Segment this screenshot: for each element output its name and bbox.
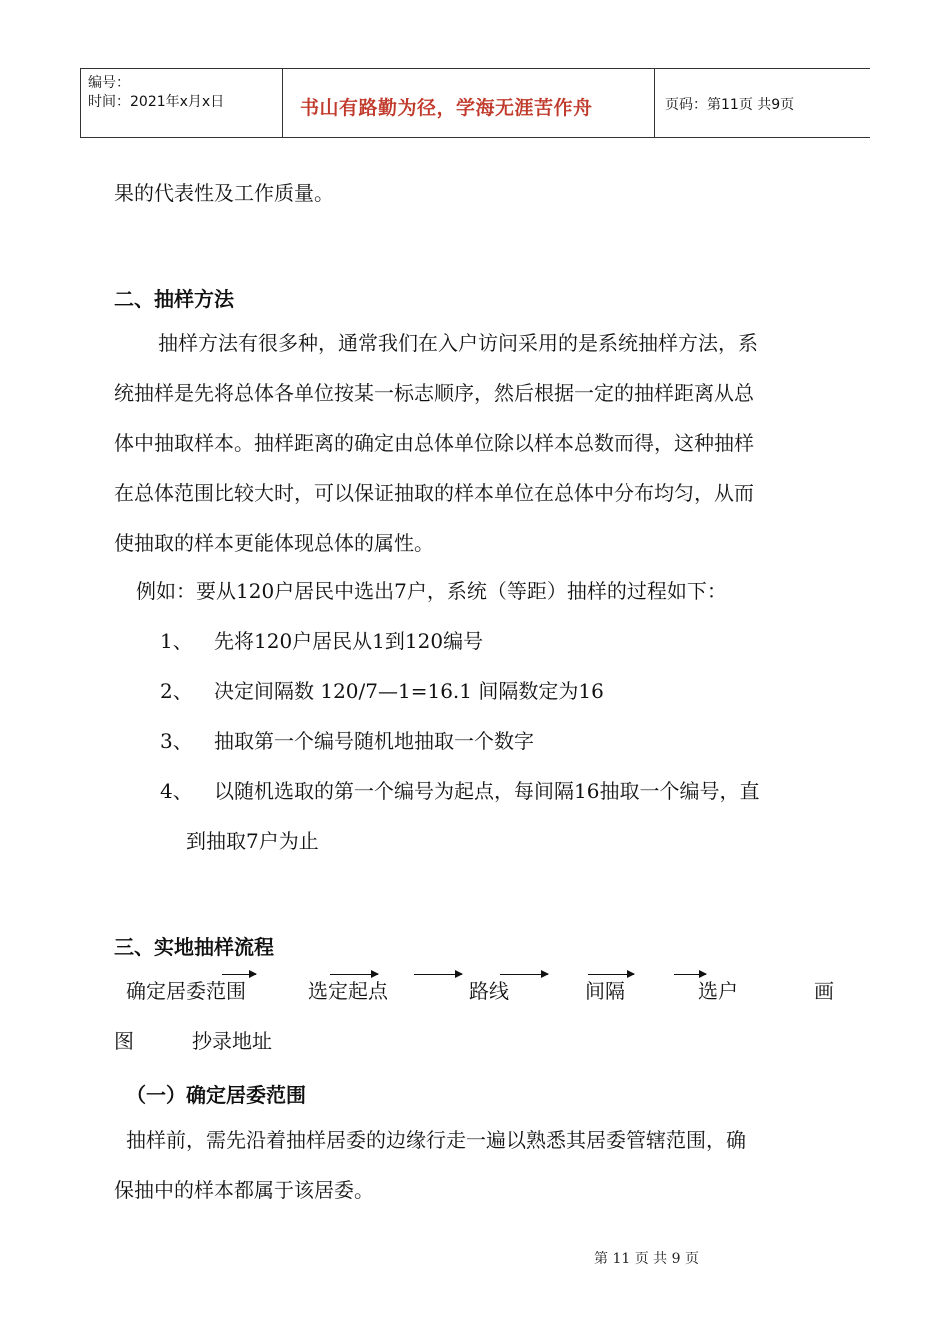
section3-heading: 三、实地抽样流程	[114, 935, 274, 959]
flow-step: 抄录地址	[192, 1029, 272, 1053]
subsection1-line: 抽样前，需先沿着抽样居委的边缘行走一遍以熟悉其居委管辖范围，确	[126, 1128, 746, 1152]
flow-step: 路线	[469, 979, 509, 1003]
section2-paragraph-line: 在总体范围比较大时，可以保证抽取的样本单位在总体中分布均匀，从而	[114, 481, 754, 505]
subsection1-heading: （一）确定居委范围	[126, 1083, 306, 1107]
section2-paragraph-line: 统抽样是先将总体各单位按某一标志顺序，然后根据一定的抽样距离从总	[114, 381, 754, 405]
intro-tail-text: 果的代表性及工作质量。	[114, 181, 334, 205]
page-header	[80, 68, 870, 138]
page-footer: 第 11 页 共 9 页	[594, 1251, 699, 1267]
section2-paragraph-line: 体中抽取样本。抽样距离的确定由总体单位除以样本总数而得，这种抽样	[114, 431, 754, 455]
header-time-label: 时间：2021年x月x日	[88, 94, 225, 110]
flow-arrow-icon	[500, 974, 548, 975]
step-number: 1、	[160, 629, 193, 653]
step-text: 先将120户居民从1到120编号	[214, 629, 484, 653]
header-border-left	[80, 69, 81, 137]
flow-arrow-icon	[414, 974, 462, 975]
header-divider-2	[654, 69, 655, 137]
step-number: 3、	[160, 729, 193, 753]
step-number: 2、	[160, 679, 193, 703]
step-text: 抽取第一个编号随机地抽取一个数字	[214, 729, 534, 753]
flow-step: 间隔	[585, 979, 625, 1003]
flow-arrow-icon	[222, 974, 256, 975]
header-page-info: 页码：第11页 共9页	[665, 97, 795, 113]
flow-step: 图	[114, 1029, 134, 1053]
flow-arrow-icon	[330, 974, 378, 975]
section2-paragraph-line: 使抽取的样本更能体现总体的属性。	[114, 531, 434, 555]
flow-step: 选户	[698, 979, 738, 1003]
flow-step: 确定居委范围	[126, 979, 246, 1003]
step-text-continuation: 到抽取7户为止	[186, 829, 319, 853]
flow-step: 选定起点	[308, 979, 388, 1003]
section2-paragraph-line: 抽样方法有很多种，通常我们在入户访问采用的是系统抽样方法，系	[158, 331, 758, 355]
header-motto: 书山有路勤为径，学海无涯苦作舟	[300, 97, 593, 119]
example-text: 例如：要从120户居民中选出7户，系统（等距）抽样的过程如下：	[136, 579, 727, 603]
subsection1-line: 保抽中的样本都属于该居委。	[114, 1178, 374, 1202]
header-serial-label: 编号：	[88, 75, 130, 91]
flow-arrow-icon	[674, 974, 706, 975]
step-number: 4、	[160, 779, 193, 803]
flow-arrow-icon	[588, 974, 634, 975]
step-text: 决定间隔数 120/7—1=16.1 间隔数定为16	[214, 679, 604, 703]
header-divider-1	[282, 69, 283, 137]
step-text: 以随机选取的第一个编号为起点，每间隔16抽取一个编号，直	[214, 779, 760, 803]
flow-step: 画	[814, 979, 834, 1003]
section2-heading: 二、抽样方法	[114, 287, 234, 311]
